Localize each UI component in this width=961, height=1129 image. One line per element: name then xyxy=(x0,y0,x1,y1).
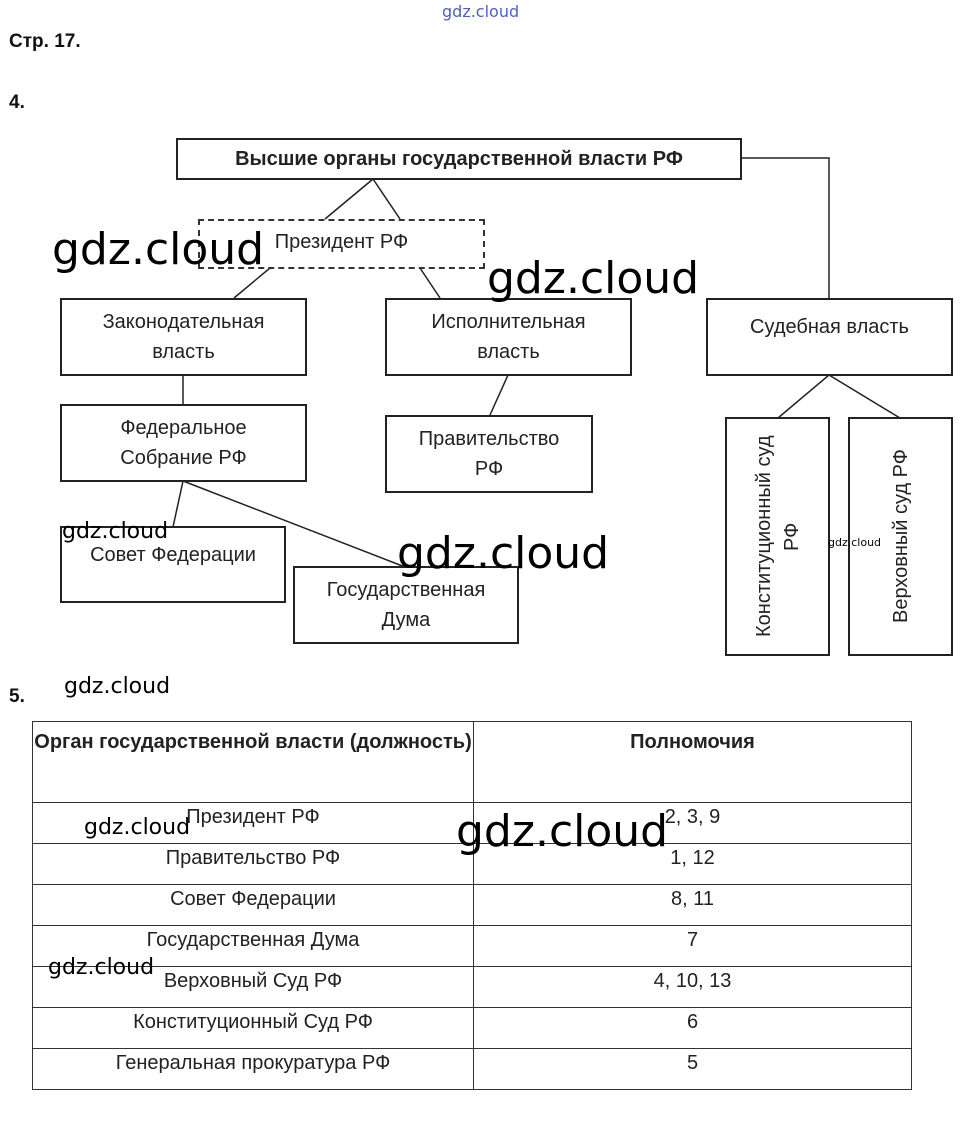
watermark: gdz.cloud xyxy=(62,519,169,544)
table-cell-powers: 8, 11 xyxy=(474,885,912,926)
watermark: gdz.cloud xyxy=(84,815,191,840)
table-row xyxy=(33,885,912,926)
table-cell-organ: Генеральная прокуратура РФ xyxy=(33,1049,474,1090)
connector-assembly-council xyxy=(173,481,183,527)
watermark-top: gdz.cloud xyxy=(442,2,520,21)
table-row xyxy=(33,967,912,1008)
table-cell-organ: Государственная Дума xyxy=(33,926,474,967)
watermark: gdz.cloud xyxy=(828,536,882,549)
connector-title-president-right xyxy=(373,179,400,219)
table-header-organ: Орган государственной власти (должность) xyxy=(33,722,474,803)
table-cell-organ: Правительство РФ xyxy=(33,844,474,885)
government-box xyxy=(385,415,593,493)
diagram-title: Высшие органы государственной власти РФ xyxy=(235,148,683,170)
watermark: gdz.cloud xyxy=(456,806,669,857)
table-cell-powers: 6 xyxy=(474,1008,912,1049)
watermark: gdz.cloud xyxy=(487,253,700,304)
table-cell-organ: Верховный Суд РФ xyxy=(33,967,474,1008)
connector-title-judicial xyxy=(741,158,829,298)
executive-box xyxy=(385,298,632,376)
connector-judicial-supreme xyxy=(829,375,900,418)
table-cell-organ: Конституционный Суд РФ xyxy=(33,1008,474,1049)
executive-label: Исполнительная власть xyxy=(431,311,586,363)
connector-title-president-left xyxy=(325,179,373,219)
table-cell-organ: Совет Федерации xyxy=(33,885,474,926)
table-row xyxy=(33,926,912,967)
table-row xyxy=(33,1008,912,1049)
watermark: gdz.cloud xyxy=(52,224,265,275)
connector-judicial-constitutional xyxy=(778,375,829,418)
page-header: Стр. 17. xyxy=(9,31,81,52)
table-header-row xyxy=(33,722,912,803)
connector-president-executive xyxy=(420,268,440,298)
constitutional-court-label: Конституционный суд РФ xyxy=(752,435,803,638)
federal-assembly-label: Федеральное Собрание РФ xyxy=(120,417,247,469)
president-label: Президент РФ xyxy=(274,231,409,253)
connector-executive-government xyxy=(490,375,508,415)
federation-council-label: Совет Федерации xyxy=(90,544,256,566)
table-cell-powers: 2, 3, 9 xyxy=(474,803,912,844)
task-5-number: 5. xyxy=(9,686,25,707)
supreme-court-label: Верховный суд РФ xyxy=(889,449,912,624)
watermark: gdz.cloud xyxy=(397,528,610,579)
table-cell-powers: 4, 10, 13 xyxy=(474,967,912,1008)
table-cell-powers: 1, 12 xyxy=(474,844,912,885)
legislative-label: Законодательная власть xyxy=(102,311,265,363)
legislative-box xyxy=(60,298,307,376)
powers-table xyxy=(32,721,912,1090)
government-label: Правительство РФ xyxy=(418,428,560,480)
judicial-label: Судебная власть xyxy=(750,316,909,338)
table-header-powers: Полномочия xyxy=(474,722,912,803)
watermark: gdz.cloud xyxy=(48,955,155,980)
table-cell-organ: Президент РФ xyxy=(33,803,474,844)
federal-assembly-box xyxy=(60,404,307,482)
state-duma-label: Государственная Дума xyxy=(326,579,486,631)
task-4-number: 4. xyxy=(9,92,25,113)
table-cell-powers: 7 xyxy=(474,926,912,967)
diagram-title-box xyxy=(176,138,742,180)
watermark: gdz.cloud xyxy=(64,674,171,699)
constitutional-court-box xyxy=(725,417,830,656)
table-cell-powers: 5 xyxy=(474,1049,912,1090)
table-row xyxy=(33,1049,912,1090)
judicial-box xyxy=(706,298,953,376)
